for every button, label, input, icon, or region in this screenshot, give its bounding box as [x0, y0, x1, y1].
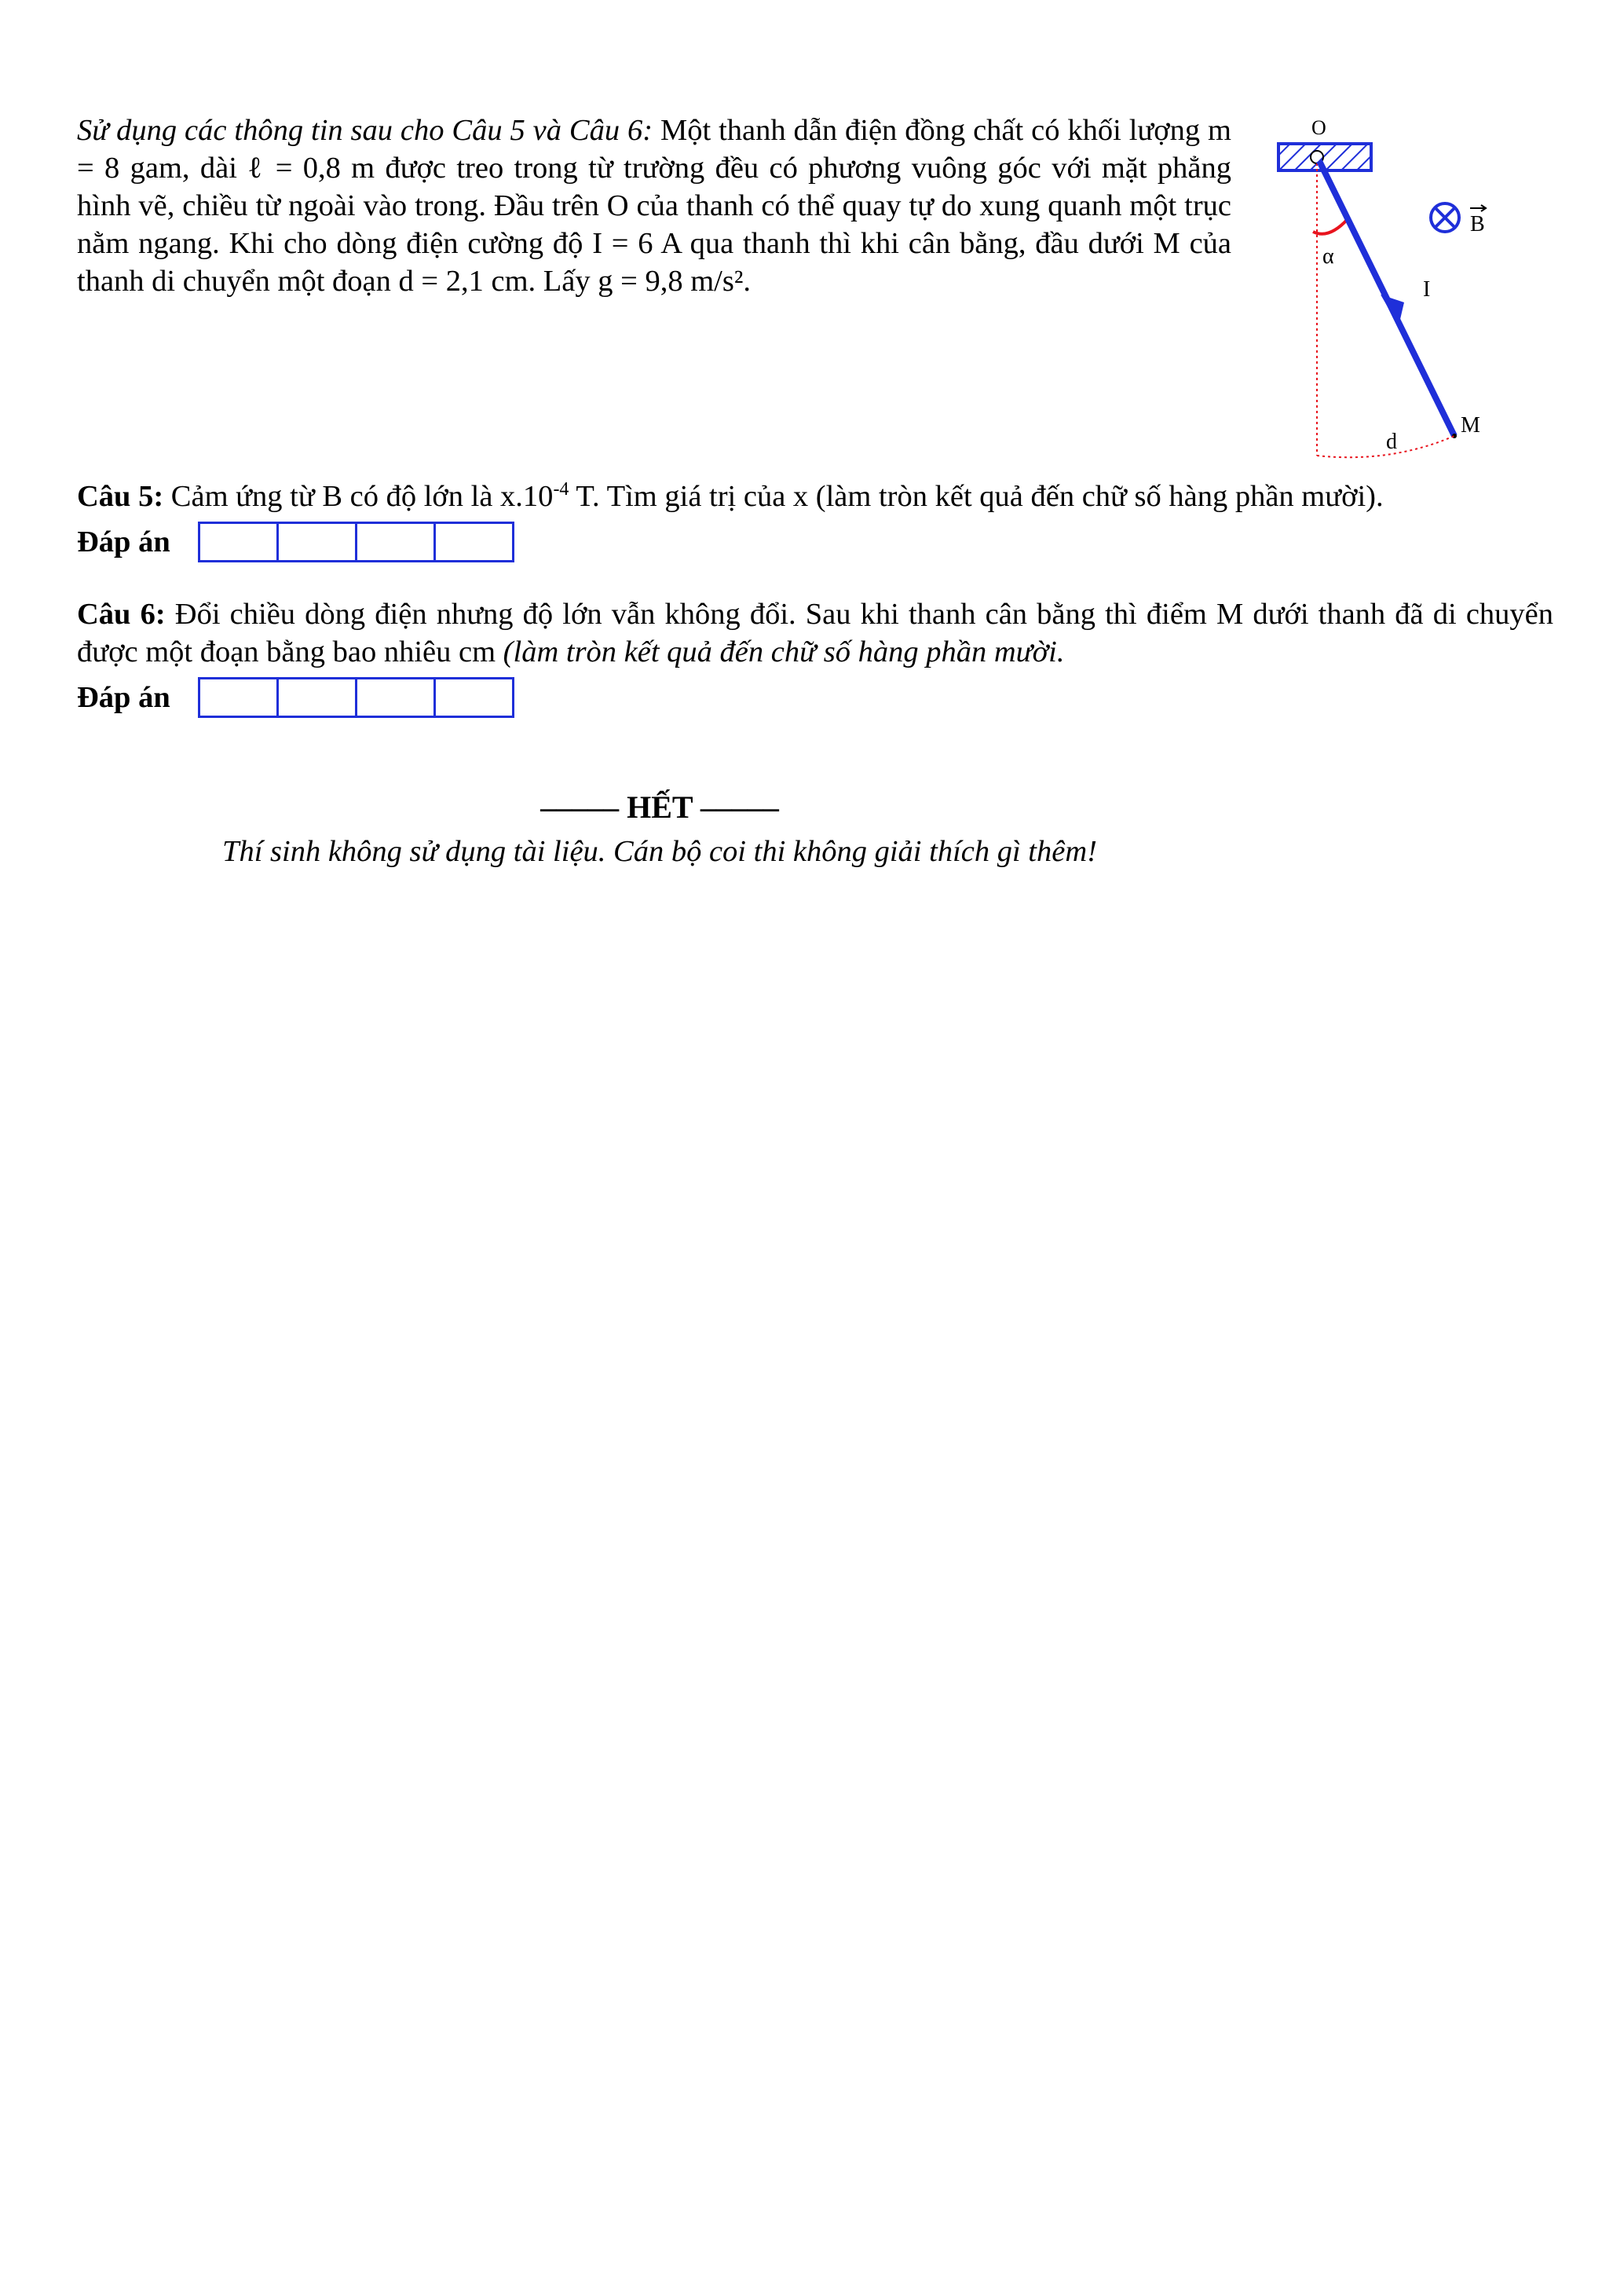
answer-6-boxes [198, 677, 514, 718]
q6-text: Đổi chiều dòng điện nhưng độ lớn vẫn không đổi. Sau khi thanh cân bằng thì điểm M dưới thanh đã di chuyển được một đoạn bằng bao nhiêu cm [77, 598, 1553, 668]
exam-note: Thí sinh không sử dụng tài liệu. Cán bộ coi thi không giải thích gì thêm! [222, 835, 1097, 868]
answer-5-boxes [198, 522, 514, 562]
question-6 [77, 595, 1553, 671]
q5-label: Câu 5: [77, 480, 164, 513]
answer-5-box[interactable] [200, 524, 279, 560]
answer-5-box[interactable] [436, 524, 512, 560]
answer-6 [77, 677, 514, 718]
label-o: O [1311, 116, 1326, 139]
q6-text-italic: (làm tròn kết quả đến chữ số hàng phần mười. [503, 635, 1065, 668]
answer-6-box[interactable] [436, 679, 512, 716]
answer-5-box[interactable] [357, 524, 436, 560]
q5-text-after: T. Tìm giá trị của x (làm tròn kết quả đến chữ số hàng phần mười). [569, 480, 1384, 513]
answer-6-label: Đáp án [77, 681, 170, 714]
end-marker: ––––– HẾT ––––– [540, 789, 779, 825]
pendulum-figure [1272, 114, 1508, 475]
label-d: d [1386, 430, 1397, 454]
answer-5 [77, 522, 514, 562]
answer-6-box[interactable] [357, 679, 436, 716]
intro-text: Một thanh dẫn điện đồng chất có khối lượng m = 8 gam, dài ℓ = 0,8 m được treo trong từ trường đều có phương vuông góc với mặt phẳng hình vẽ, chiều từ ngoài vào trong. Đầu trên O của thanh có thể quay tự do xung quanh một trục nằm ngang. Khi cho dòng điện cường độ I = 6 A qua thanh thì khi cân bằng, đầu dưới M của thanh di chuyển một đoạn d = 2,1 cm. Lấy g = 9,8 m/s². [77, 114, 1231, 298]
label-m: M [1461, 413, 1480, 438]
q5-exponent: -4 [553, 479, 569, 500]
q5-text-before: Cảm ứng từ B có độ lớn là x.10 [163, 480, 554, 513]
answer-5-label: Đáp án [77, 525, 170, 558]
answer-6-box[interactable] [279, 679, 357, 716]
answer-6-box[interactable] [200, 679, 279, 716]
label-alpha: α [1322, 244, 1334, 269]
intro-lead: Sử dụng các thông tin sau cho Câu 5 và Câu 6: [77, 114, 653, 147]
answer-5-box[interactable] [279, 524, 357, 560]
alpha-arc [1313, 219, 1348, 234]
q6-label: Câu 6: [77, 598, 166, 631]
label-i: I [1423, 277, 1431, 302]
label-b: B [1470, 212, 1485, 236]
question-5 [77, 478, 1553, 515]
intro-paragraph [77, 112, 1231, 300]
